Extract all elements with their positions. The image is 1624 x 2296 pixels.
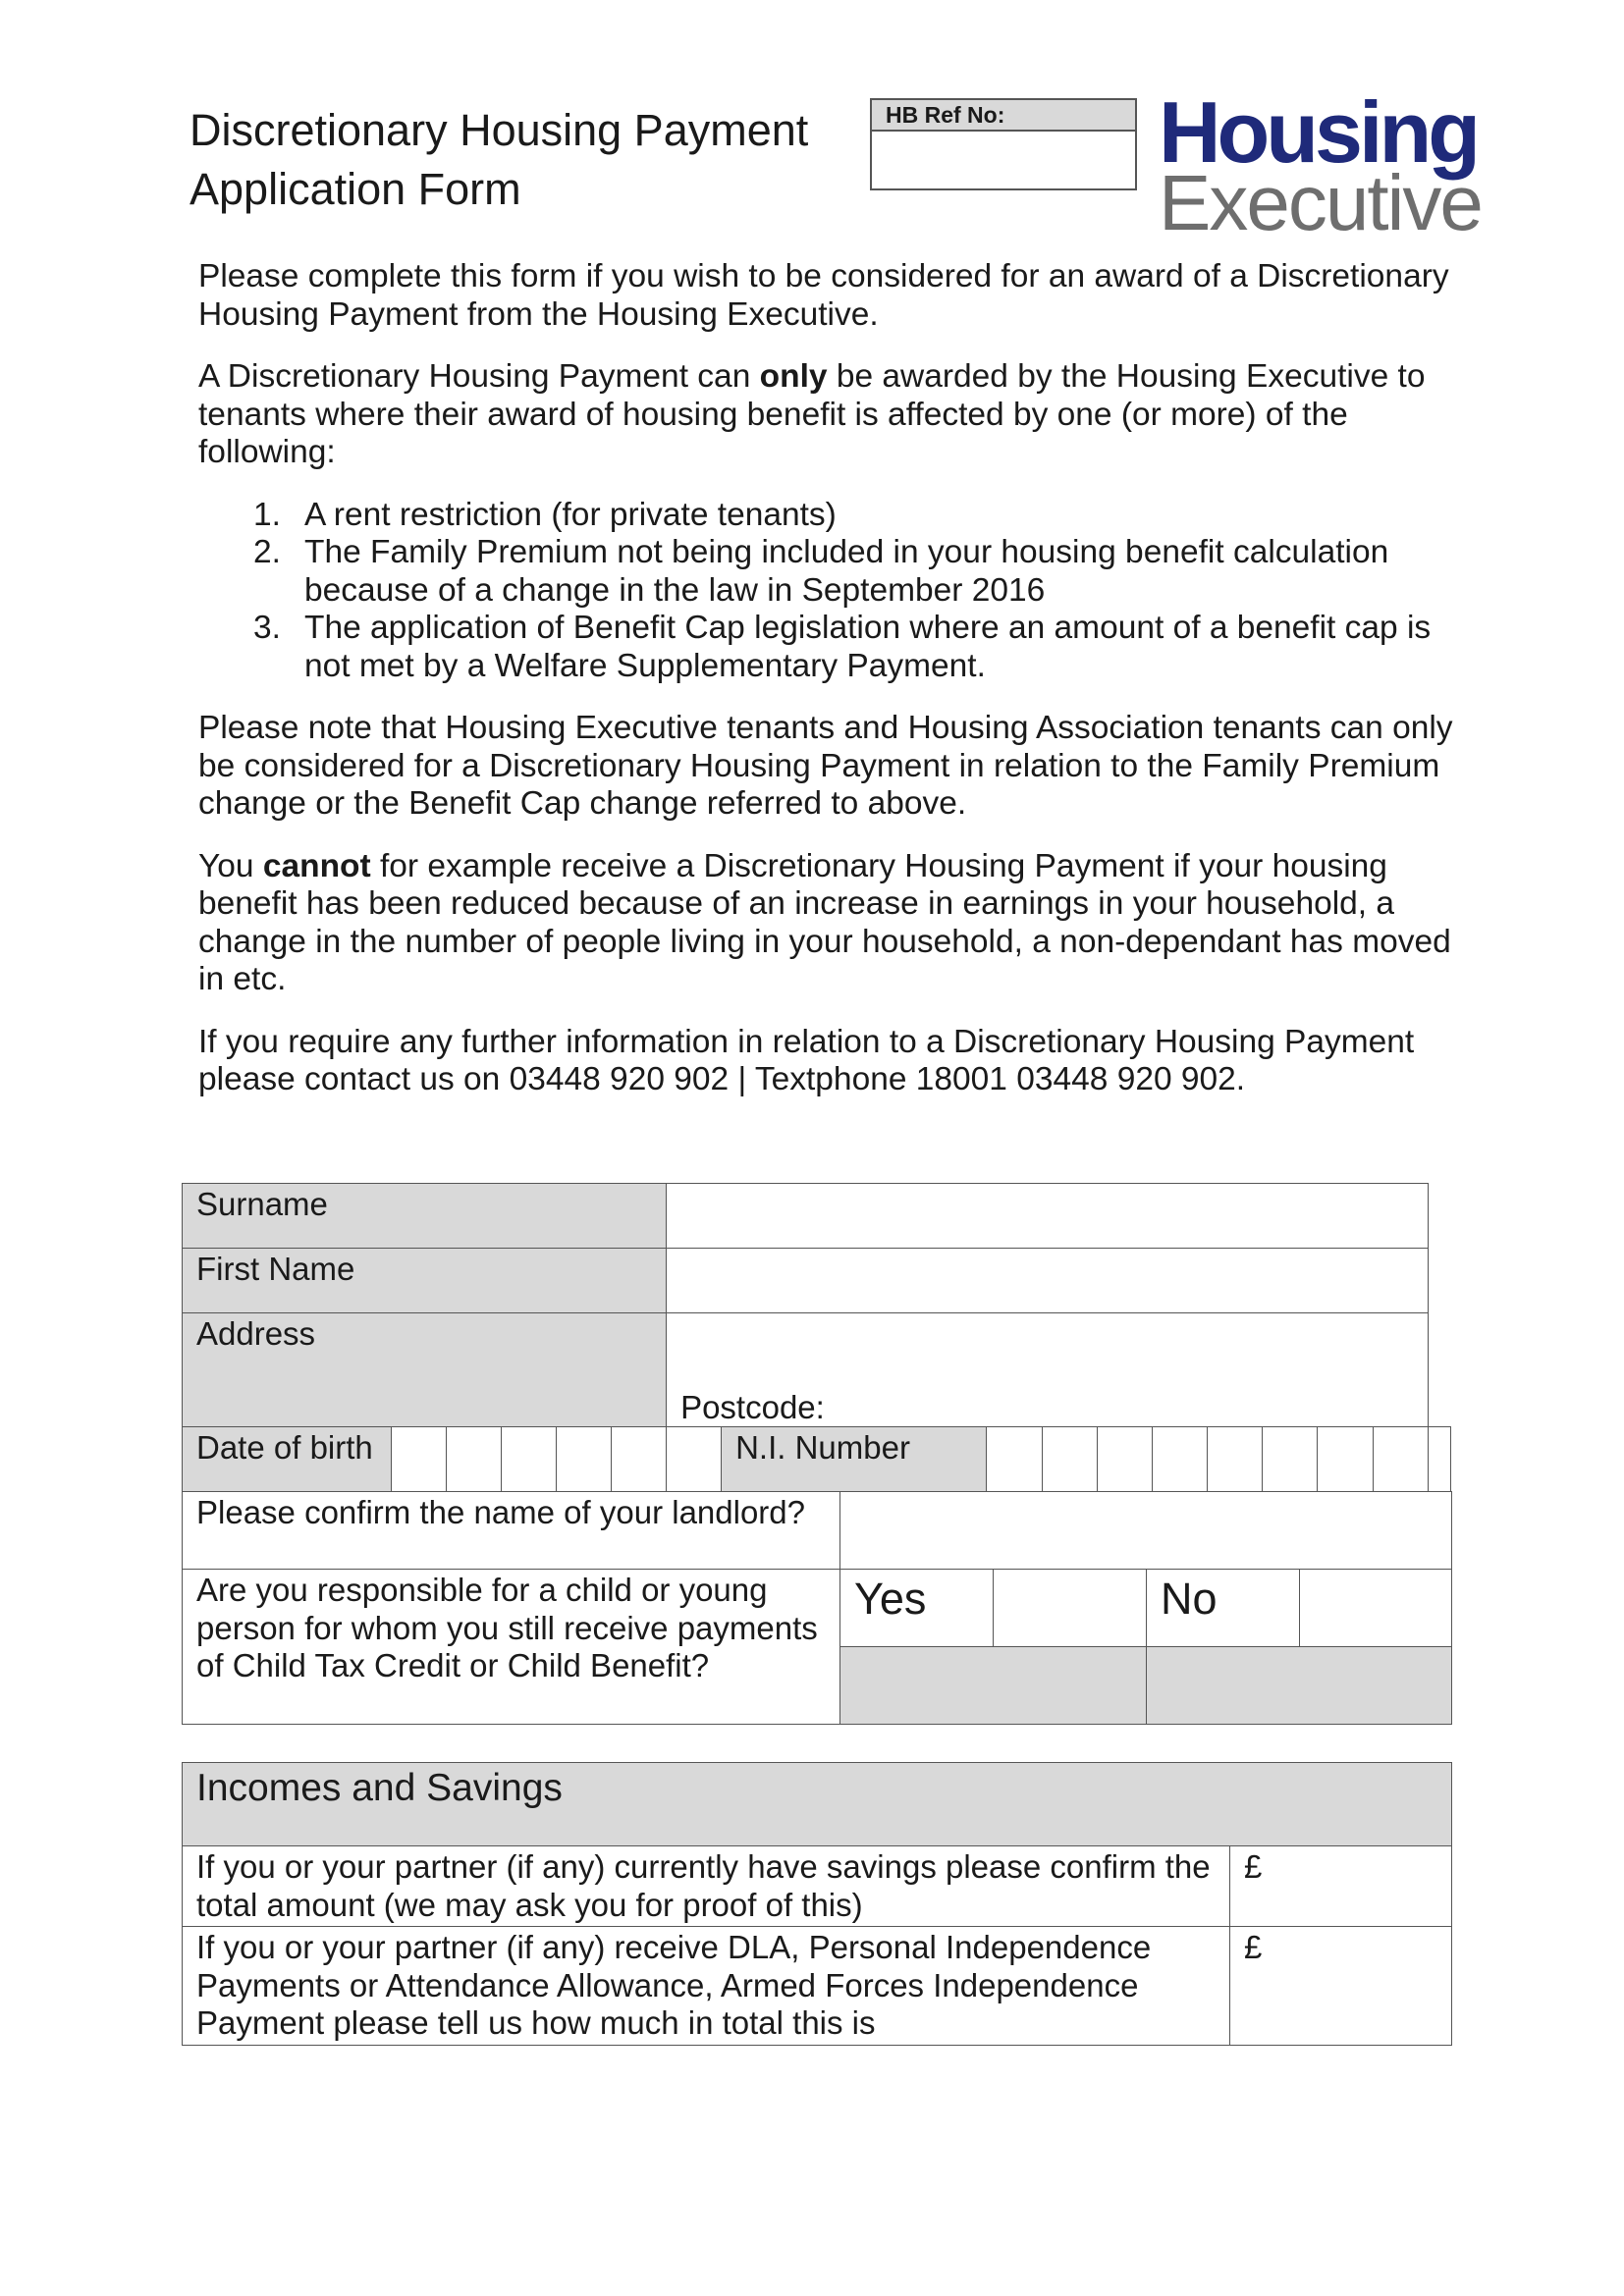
benefits-question: If you or your partner (if any) receive DLA, Personal Independence Payments or Attendance Allowance, Armed Forces Independence Payment please tell us how much in total this is [183,1927,1230,2046]
ni-digit-box[interactable] [1374,1427,1429,1492]
hb-ref-label: HB Ref No: [872,100,1135,132]
text-run: for example receive a Discretionary Housing Payment if your housing benefit has been reduced because of an increase in earnings in your household, a change in the number of people living in your household, a non-dependant has moved in etc. [198,847,1451,997]
landlord-field[interactable] [840,1492,1452,1570]
ni-digit-box[interactable] [987,1427,1043,1492]
ni-digit-box[interactable] [1098,1427,1153,1492]
list-item [198,534,1465,610]
dob-digit-box[interactable] [557,1427,612,1492]
intro-paragraph-2 [198,358,1465,472]
dob-digit-box[interactable] [502,1427,557,1492]
child-question: Are you responsible for a child or young person for whom you still receive payments of Child Tax Credit or Child Benefit? [183,1570,840,1725]
pound-sign: £ [1244,1929,1263,1965]
logo-line-2: Executive [1159,159,1482,246]
no-checkbox[interactable] [1300,1570,1452,1647]
incomes-savings-table [182,1762,1452,2046]
intro-paragraph-1: Please complete this form if you wish to be considered for an award of a Discretionary Housing Payment from the Housing Executive. [198,258,1449,333]
no-label: No [1147,1570,1300,1647]
address-label: Address [183,1313,667,1427]
ni-digit-box[interactable] [1153,1427,1208,1492]
title-line-1: Discretionary Housing Payment [189,105,809,155]
first-name-label: First Name [183,1249,667,1313]
criteria-list [198,497,1465,686]
dob-digit-box[interactable] [447,1427,502,1492]
list-number: 1. [253,496,281,533]
list-number: 3. [253,610,281,646]
shaded-cell [1147,1647,1452,1725]
landlord-question: Please confirm the name of your landlord? [183,1492,840,1570]
intro-text [198,258,1465,1124]
incomes-savings-heading: Incomes and Savings [183,1763,1452,1846]
postcode-label: Postcode: [680,1388,825,1425]
dob-digit-box[interactable] [392,1427,447,1492]
surname-field[interactable] [667,1184,1429,1249]
emphasis-cannot: cannot [262,847,371,884]
ni-digit-box[interactable] [1263,1427,1318,1492]
first-name-field[interactable] [667,1249,1429,1313]
ni-digit-box[interactable] [1043,1427,1098,1492]
shaded-cell [840,1647,1147,1725]
list-number: 2. [253,534,281,570]
list-text: A rent restriction (for private tenants) [304,496,837,533]
pound-sign: £ [1244,1848,1263,1885]
list-text: The application of Benefit Cap legislation where an amount of a benefit cap is not met by a Welfare Supplementary Payment. [304,610,1432,684]
benefits-amount-field[interactable] [1230,1927,1452,2046]
title-line-2: Application Form [189,164,521,214]
text-run: A Discretionary Housing Payment can [198,358,760,395]
intro-paragraph-5: If you require any further information in relation to a Discretionary Housing Payment please contact us on 03448 920 902 | Textphone 18001 03448 920 902. [198,1023,1415,1097]
text-run: You [198,847,263,884]
yes-label: Yes [840,1570,994,1647]
ni-digit-box[interactable] [1429,1427,1451,1492]
ni-digit-box[interactable] [1318,1427,1374,1492]
address-field[interactable] [667,1313,1429,1427]
personal-details-table [182,1183,1451,1492]
savings-amount-field[interactable] [1230,1846,1452,1927]
dob-digit-box[interactable] [612,1427,667,1492]
list-item [198,610,1465,685]
dob-label: Date of birth [183,1427,392,1492]
dob-digit-box[interactable] [667,1427,722,1492]
emphasis-only: only [759,358,828,395]
landlord-child-table [182,1491,1452,1725]
savings-question: If you or your partner (if any) currently have savings please confirm the total amount (we may ask you for proof of this) [183,1846,1230,1927]
hb-ref-field[interactable] [872,132,1135,190]
page-title [189,101,808,219]
surname-label: Surname [183,1184,667,1249]
logo-line-1: Housing [1159,83,1477,181]
ni-number-label: N.I. Number [722,1427,987,1492]
yes-checkbox[interactable] [994,1570,1147,1647]
hb-ref-box [870,98,1137,190]
text-run: be awarded by the Housing Executive to tenants where their award of housing benefit is affected by one (or more) of the following: [198,358,1426,470]
intro-paragraph-4 [198,848,1465,999]
ni-digit-box[interactable] [1208,1427,1263,1492]
list-text: The Family Premium not being included in your housing benefit calculation because of a change in the law in September 2016 [304,534,1389,609]
intro-paragraph-3: Please note that Housing Executive tenants and Housing Association tenants can only be considered for a Discretionary Housing Payment in relation to the Family Premium change or the Benefit Cap change referred to above. [198,710,1453,822]
list-item [198,497,1465,535]
housing-executive-logo [1159,83,1483,246]
